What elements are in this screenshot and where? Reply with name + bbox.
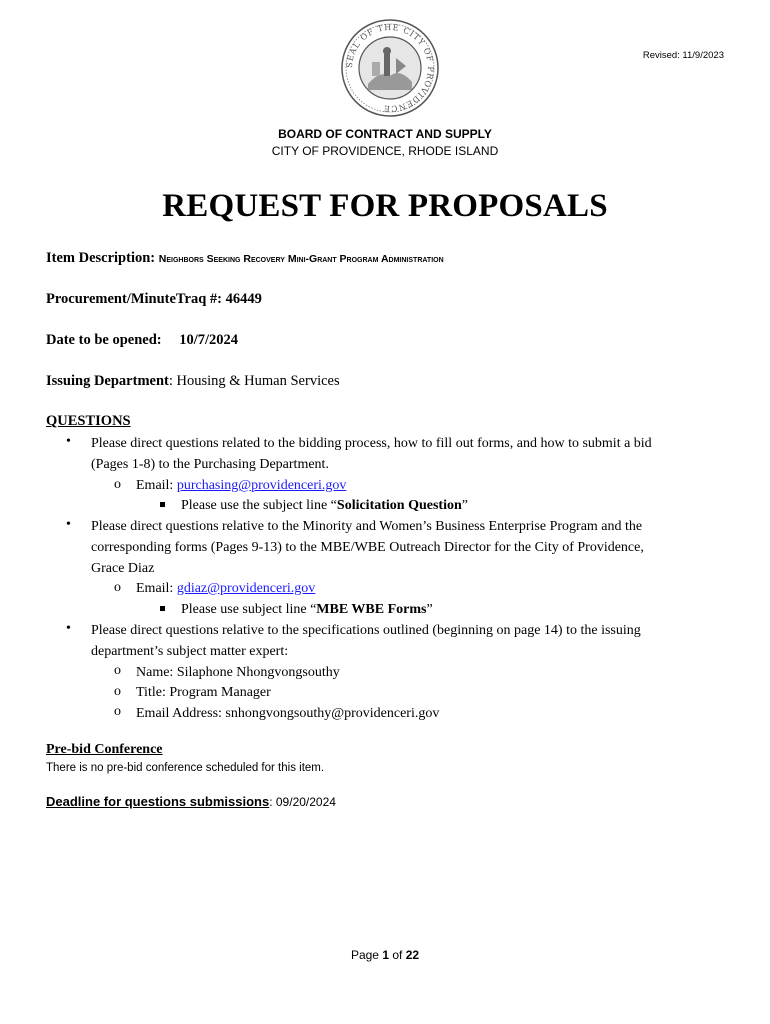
bullet1-email-row [136,477,346,494]
bullet3-line1: Please direct questions relative to the specifications outlined (beginning on page 14) to the issuing [91,623,641,638]
bullet3-line2: department’s subject matter expert: [91,644,289,659]
document-title: REQUEST FOR PROPOSALS [162,188,608,224]
revised-date: Revised: 11/9/2023 [642,50,724,61]
page-total: 22 [405,948,420,962]
bullet2-subject-post: ” [426,602,433,617]
date-opened-label: Date to be opened: [46,332,162,348]
city-name: CITY OF PROVIDENCE, RHODE ISLAND [271,144,499,158]
bullet2-subject-line [181,601,433,618]
bullet1-subject-pre: Please use the subject line “ [181,498,337,513]
circle-bullet-icon: o [114,580,121,595]
bullet2-email-label: Email: [136,581,177,596]
square-bullet-icon [160,502,165,507]
contact-email: Email Address: snhongvongsouthy@providenceri.gov [136,706,440,721]
page-prefix: Page [350,948,383,962]
bullet-dot-icon: • [66,434,71,449]
bullet1-subject-line [181,497,468,514]
date-opened [46,332,238,349]
bullet2-line2: corresponding forms (Pages 9-13) to the MBE/WBE Outreach Director for the City of Providence, [91,540,644,555]
circle-bullet-icon: o [114,663,121,678]
prebid-heading: Pre-bid Conference [46,742,163,757]
bullet2-email-row [136,580,315,597]
procurement-label: Procurement/MinuteTraq #: [46,291,222,307]
bullet-dot-icon: • [66,621,71,636]
deadline [46,794,336,809]
contact-name: Name: Silaphone Nhongvongsouthy [136,665,340,680]
page-of: of [389,948,406,962]
procurement-value: 46449 [225,291,262,307]
bullet1-subject-bold: Solicitation Question [336,498,462,513]
square-bullet-icon [160,606,165,611]
item-description-label: Item Description: [46,250,156,266]
circle-bullet-icon: o [114,477,121,492]
circle-bullet-icon: o [114,704,121,719]
bullet1-subject-post: ” [461,498,468,513]
issuing-department [46,373,340,390]
item-description [46,250,444,267]
bullet1-email-label: Email: [136,478,177,493]
mbe-email-link[interactable]: gdiaz@providenceri.gov [176,581,316,596]
contact-title: Title: Program Manager [136,685,271,700]
bullet2-subject-pre: Please use subject line “ [181,602,317,617]
board-name: BOARD OF CONTRACT AND SUPPLY [278,127,492,141]
deadline-label: Deadline for questions submissions [46,794,270,809]
page-current: 1 [382,948,389,962]
questions-heading: QUESTIONS [46,413,131,429]
city-seal-logo [340,18,440,118]
bullet1-line2: (Pages 1-8) to the Purchasing Department. [91,457,329,472]
prebid-text: There is no pre-bid conference scheduled for this item. [46,762,325,774]
deadline-value: : 09/20/2024 [269,795,336,809]
date-opened-value: 10/7/2024 [179,332,239,348]
svg-text:SEAL OF THE CITY OF PROVIDENCE: SEAL OF THE CITY OF PROVIDENCE [344,22,436,114]
bullet-dot-icon: • [66,517,71,532]
procurement-number [46,291,262,308]
bullet2-subject-bold: MBE WBE Forms [316,602,427,617]
bullet2-line3: Grace Diaz [91,561,155,576]
page-number [0,948,770,962]
bullet1-line1: Please direct questions related to the bidding process, how to fill out forms, and how to submit a bid [91,436,652,451]
circle-bullet-icon: o [114,684,121,699]
issuing-department-label: Issuing Department [46,373,169,389]
item-description-value: Neighbors Seeking Recovery Mini-Grant Program Administration [158,253,444,265]
bullet2-line1: Please direct questions relative to the Minority and Women’s Business Enterprise Program and the [91,519,643,534]
issuing-department-value: : Housing & Human Services [168,373,340,389]
purchasing-email-link[interactable]: purchasing@providenceri.gov [176,478,347,493]
